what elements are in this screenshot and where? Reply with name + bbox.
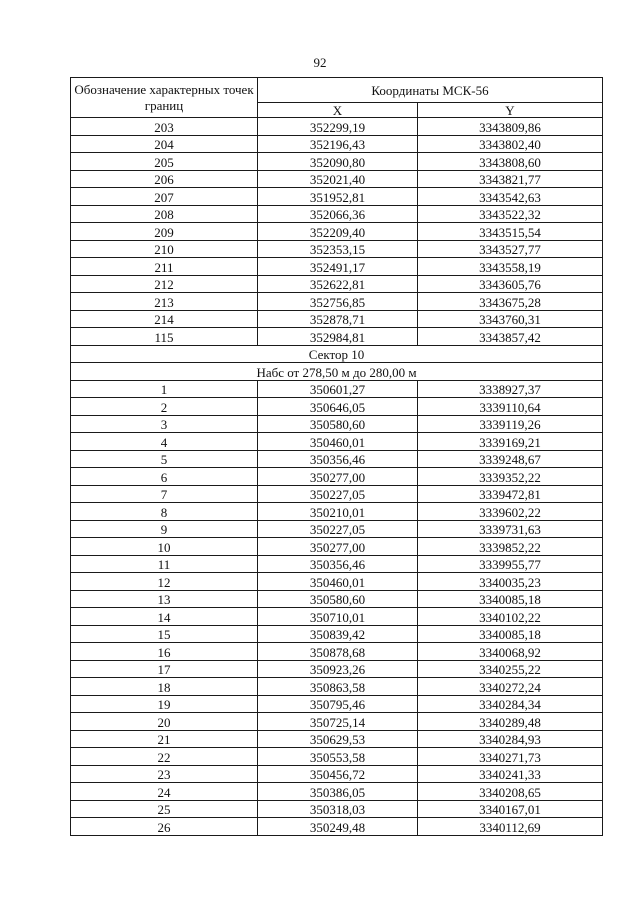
y-coordinate-cell: 3343527,77: [418, 240, 603, 258]
table-row: [71, 433, 603, 451]
sector-title: Сектор 10: [71, 345, 603, 363]
x-coordinate-cell: 350923,26: [258, 660, 418, 678]
x-coordinate-cell: 350646,05: [258, 398, 418, 416]
x-coordinate-cell: 350460,01: [258, 433, 418, 451]
point-id-cell: 203: [71, 118, 258, 136]
x-coordinate-cell: 352878,71: [258, 310, 418, 328]
x-coordinate-cell: 350227,05: [258, 520, 418, 538]
y-coordinate-cell: 3343515,54: [418, 223, 603, 241]
table-row: [71, 590, 603, 608]
y-coordinate-cell: 3340284,93: [418, 730, 603, 748]
x-coordinate-cell: 350580,60: [258, 590, 418, 608]
y-coordinate-cell: 3339955,77: [418, 555, 603, 573]
point-id-cell: 13: [71, 590, 258, 608]
x-coordinate-cell: 352491,17: [258, 258, 418, 276]
point-id-cell: 7: [71, 485, 258, 503]
table-row: [71, 748, 603, 766]
table-row: [71, 310, 603, 328]
point-id-cell: 20: [71, 713, 258, 731]
x-coordinate-cell: 350839,42: [258, 625, 418, 643]
x-coordinate-cell: 350249,48: [258, 818, 418, 836]
table-row: [71, 678, 603, 696]
y-coordinate-cell: 3339248,67: [418, 450, 603, 468]
x-coordinate-cell: 350277,00: [258, 538, 418, 556]
point-id-cell: 23: [71, 765, 258, 783]
point-id-cell: 205: [71, 153, 258, 171]
point-id-cell: 209: [71, 223, 258, 241]
y-coordinate-cell: 3343808,60: [418, 153, 603, 171]
table-row: [71, 485, 603, 503]
y-coordinate-cell: 3343809,86: [418, 118, 603, 136]
y-coordinate-cell: 3338927,37: [418, 380, 603, 398]
sector-range-row: [71, 363, 603, 381]
point-id-cell: 208: [71, 205, 258, 223]
y-coordinate-cell: 3343857,42: [418, 328, 603, 346]
table-row: [71, 713, 603, 731]
y-coordinate-cell: 3343760,31: [418, 310, 603, 328]
table-row: [71, 223, 603, 241]
y-coordinate-cell: 3343522,32: [418, 205, 603, 223]
y-coordinate-cell: 3343558,19: [418, 258, 603, 276]
point-id-cell: 22: [71, 748, 258, 766]
point-id-cell: 207: [71, 188, 258, 206]
y-coordinate-cell: 3340271,73: [418, 748, 603, 766]
point-id-cell: 213: [71, 293, 258, 311]
point-id-cell: 206: [71, 170, 258, 188]
y-coordinate-cell: 3339602,22: [418, 503, 603, 521]
coordinates-table: [70, 77, 603, 836]
point-id-cell: 19: [71, 695, 258, 713]
table-row: [71, 643, 603, 661]
y-coordinate-cell: 3340255,22: [418, 660, 603, 678]
y-coordinate-cell: 3339119,26: [418, 415, 603, 433]
y-coordinate-cell: 3340112,69: [418, 818, 603, 836]
x-coordinate-cell: 350460,01: [258, 573, 418, 591]
y-coordinate-cell: 3339852,22: [418, 538, 603, 556]
point-id-cell: 1: [71, 380, 258, 398]
y-coordinate-cell: 3343542,63: [418, 188, 603, 206]
x-coordinate-cell: 351952,81: [258, 188, 418, 206]
table-row: [71, 625, 603, 643]
point-id-cell: 210: [71, 240, 258, 258]
x-coordinate-cell: 352756,85: [258, 293, 418, 311]
x-coordinate-cell: 352299,19: [258, 118, 418, 136]
coordinates-table-body: [71, 78, 603, 836]
table-row: [71, 730, 603, 748]
point-id-cell: 6: [71, 468, 258, 486]
y-coordinate-cell: 3343802,40: [418, 135, 603, 153]
point-id-cell: 212: [71, 275, 258, 293]
table-row: [71, 118, 603, 136]
point-id-cell: 3: [71, 415, 258, 433]
table-row: [71, 538, 603, 556]
point-id-cell: 8: [71, 503, 258, 521]
y-coordinate-cell: 3339169,21: [418, 433, 603, 451]
x-coordinate-cell: 352021,40: [258, 170, 418, 188]
table-row: [71, 800, 603, 818]
x-coordinate-cell: 350553,58: [258, 748, 418, 766]
table-row: [71, 608, 603, 626]
point-id-cell: 18: [71, 678, 258, 696]
y-coordinate-cell: 3340284,34: [418, 695, 603, 713]
y-coordinate-cell: 3340085,18: [418, 625, 603, 643]
x-coordinate-cell: 350601,27: [258, 380, 418, 398]
table-row: [71, 415, 603, 433]
x-coordinate-cell: 352209,40: [258, 223, 418, 241]
point-id-cell: 14: [71, 608, 258, 626]
x-column-header: X: [258, 103, 418, 118]
table-row: [71, 188, 603, 206]
x-coordinate-cell: 352196,43: [258, 135, 418, 153]
y-coordinate-cell: 3340289,48: [418, 713, 603, 731]
x-coordinate-cell: 352622,81: [258, 275, 418, 293]
table-row: [71, 205, 603, 223]
table-row: [71, 695, 603, 713]
points-column-header: Обозначение характерных точек границ: [71, 78, 258, 118]
table-row: [71, 240, 603, 258]
y-coordinate-cell: 3340208,65: [418, 783, 603, 801]
table-row: [71, 153, 603, 171]
x-coordinate-cell: 350580,60: [258, 415, 418, 433]
point-id-cell: 21: [71, 730, 258, 748]
y-column-header: Y: [418, 103, 603, 118]
table-row: [71, 135, 603, 153]
x-coordinate-cell: 350710,01: [258, 608, 418, 626]
table-row: [71, 660, 603, 678]
x-coordinate-cell: 350795,46: [258, 695, 418, 713]
y-coordinate-cell: 3339731,63: [418, 520, 603, 538]
point-id-cell: 11: [71, 555, 258, 573]
x-coordinate-cell: 350725,14: [258, 713, 418, 731]
point-id-cell: 16: [71, 643, 258, 661]
x-coordinate-cell: 352066,36: [258, 205, 418, 223]
x-coordinate-cell: 350318,03: [258, 800, 418, 818]
y-coordinate-cell: 3340068,92: [418, 643, 603, 661]
table-row: [71, 765, 603, 783]
point-id-cell: 24: [71, 783, 258, 801]
point-id-cell: 115: [71, 328, 258, 346]
point-id-cell: 4: [71, 433, 258, 451]
y-coordinate-cell: 3343605,76: [418, 275, 603, 293]
point-id-cell: 5: [71, 450, 258, 468]
y-coordinate-cell: 3339110,64: [418, 398, 603, 416]
x-coordinate-cell: 350456,72: [258, 765, 418, 783]
x-coordinate-cell: 352353,15: [258, 240, 418, 258]
point-id-cell: 214: [71, 310, 258, 328]
x-coordinate-cell: 350356,46: [258, 450, 418, 468]
point-id-cell: 2: [71, 398, 258, 416]
table-row: [71, 783, 603, 801]
table-row: [71, 380, 603, 398]
point-id-cell: 17: [71, 660, 258, 678]
table-row: [71, 293, 603, 311]
page-number: 92: [313, 55, 327, 70]
y-coordinate-cell: 3340102,22: [418, 608, 603, 626]
x-coordinate-cell: 350878,68: [258, 643, 418, 661]
table-row: [71, 328, 603, 346]
point-id-cell: 9: [71, 520, 258, 538]
y-coordinate-cell: 3343675,28: [418, 293, 603, 311]
x-coordinate-cell: 350277,00: [258, 468, 418, 486]
y-coordinate-cell: 3340167,01: [418, 800, 603, 818]
table-row: [71, 555, 603, 573]
table-row: [71, 398, 603, 416]
point-id-cell: 12: [71, 573, 258, 591]
table-row: [71, 258, 603, 276]
x-coordinate-cell: 352090,80: [258, 153, 418, 171]
point-id-cell: 211: [71, 258, 258, 276]
table-row: [71, 573, 603, 591]
x-coordinate-cell: 350629,53: [258, 730, 418, 748]
point-id-cell: 10: [71, 538, 258, 556]
y-coordinate-cell: 3339352,22: [418, 468, 603, 486]
x-coordinate-cell: 350210,01: [258, 503, 418, 521]
sector-range: Набс от 278,50 м до 280,00 м: [71, 363, 603, 381]
y-coordinate-cell: 3339472,81: [418, 485, 603, 503]
header-row: [71, 78, 603, 103]
table-row: [71, 468, 603, 486]
point-id-cell: 204: [71, 135, 258, 153]
y-coordinate-cell: 3343821,77: [418, 170, 603, 188]
x-coordinate-cell: 350386,05: [258, 783, 418, 801]
coordinates-system-header: Координаты МСК-56: [258, 78, 603, 103]
x-coordinate-cell: 350863,58: [258, 678, 418, 696]
table-row: [71, 275, 603, 293]
point-id-cell: 26: [71, 818, 258, 836]
y-coordinate-cell: 3340241,33: [418, 765, 603, 783]
x-coordinate-cell: 350227,05: [258, 485, 418, 503]
table-row: [71, 818, 603, 836]
y-coordinate-cell: 3340035,23: [418, 573, 603, 591]
table-row: [71, 520, 603, 538]
table-row: [71, 170, 603, 188]
x-coordinate-cell: 352984,81: [258, 328, 418, 346]
sector-title-row: [71, 345, 603, 363]
point-id-cell: 15: [71, 625, 258, 643]
x-coordinate-cell: 350356,46: [258, 555, 418, 573]
point-id-cell: 25: [71, 800, 258, 818]
table-row: [71, 503, 603, 521]
y-coordinate-cell: 3340085,18: [418, 590, 603, 608]
table-row: [71, 450, 603, 468]
y-coordinate-cell: 3340272,24: [418, 678, 603, 696]
